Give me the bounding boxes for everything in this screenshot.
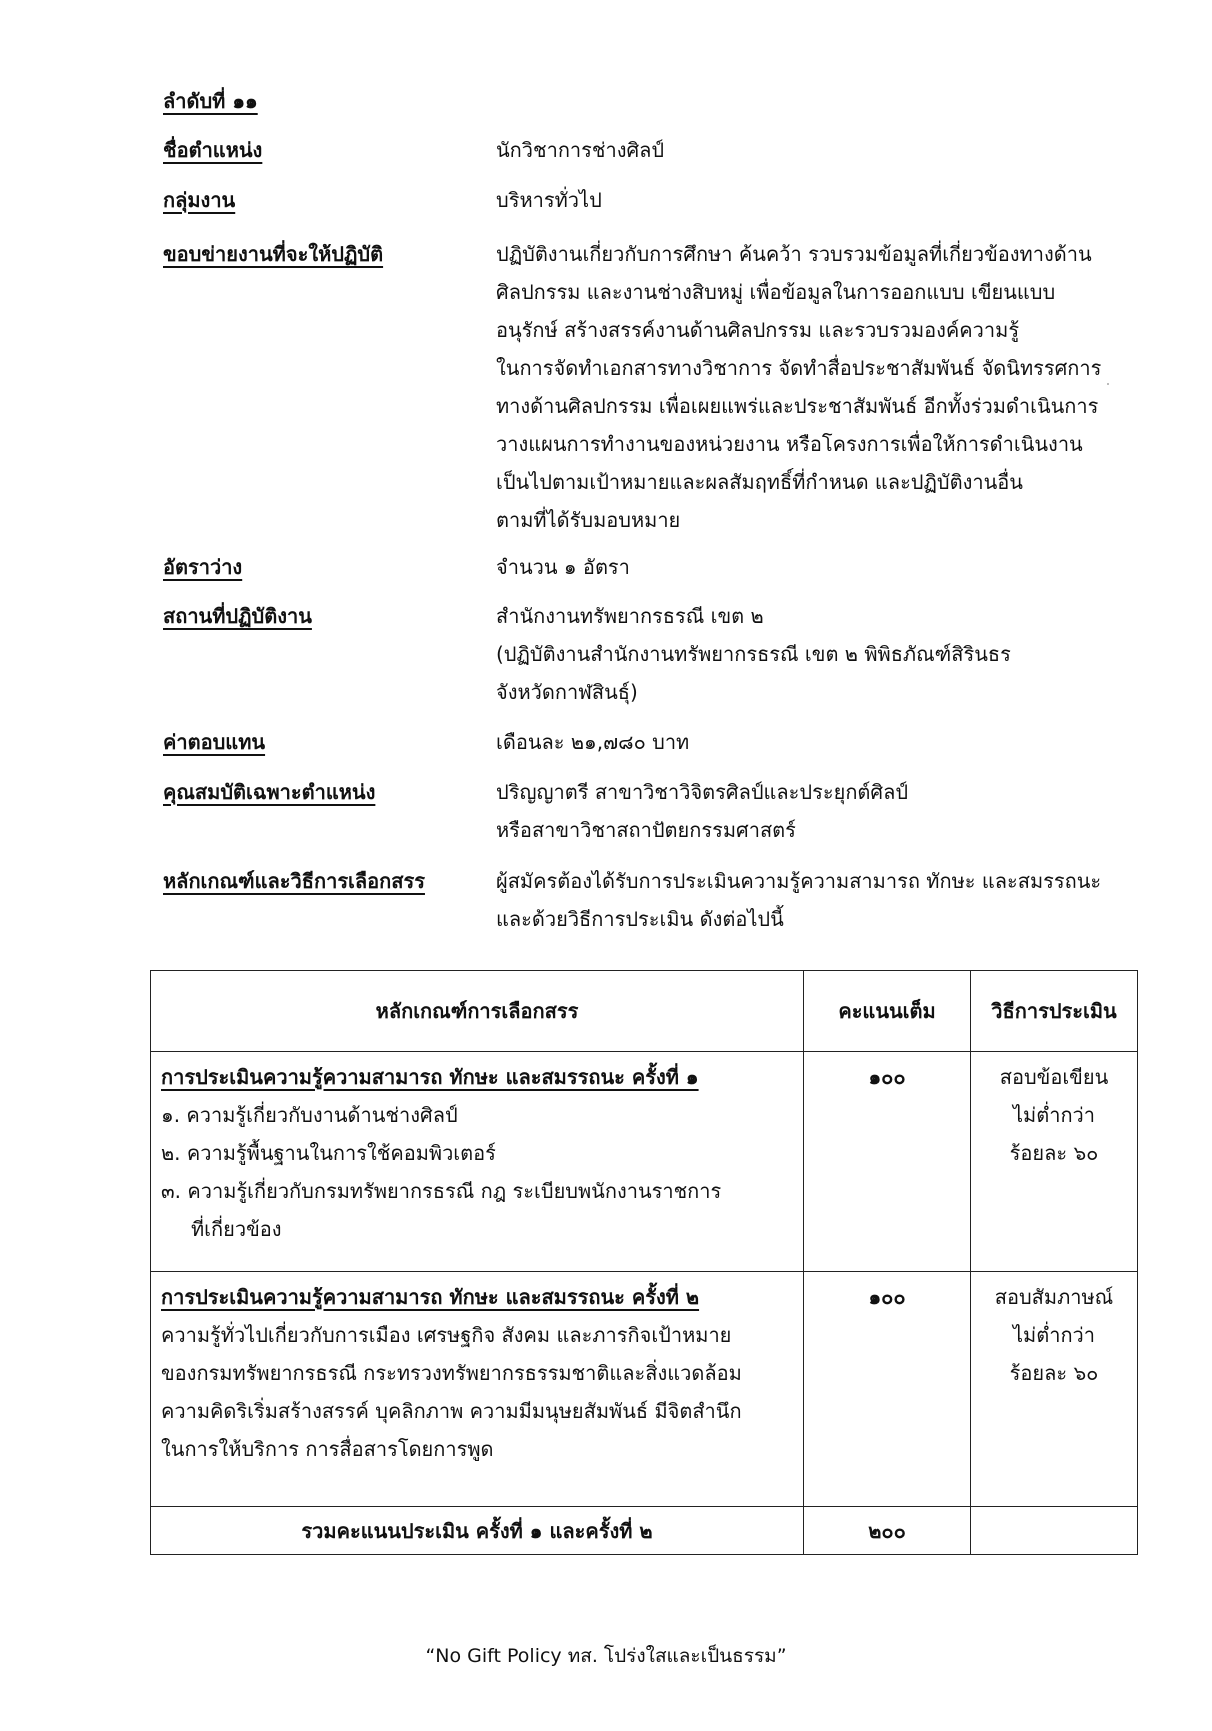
column-header: หลักเกณฑ์การเลือกสรร <box>151 971 804 1052</box>
field-label: คุณสมบัติเฉพาะตำแหน่ง <box>163 780 376 804</box>
field-vacancies <box>163 548 1103 586</box>
field-value: เดือนละ ๒๑,๗๘๐ บาท <box>496 730 690 754</box>
list-item: ๑. ความรู้เกี่ยวกับงานด้านช่างศิลป์ <box>161 1103 458 1127</box>
field-value-line: ทางด้านศิลปกรรม เพื่อเผยแพร่และประชาสัมพันธ์ อีกทั้งร่วมดำเนินการ <box>496 394 1099 418</box>
method-line: สอบสัมภาษณ์ <box>994 1285 1114 1309</box>
field-value-line: ปฏิบัติงานเกี่ยวกับการศึกษา ค้นคว้า รวบรวมข้อมูลที่เกี่ยวข้องทางด้าน <box>496 242 1092 266</box>
column-header: วิธีการประเมิน <box>971 971 1138 1052</box>
field-job-scope <box>163 235 1103 539</box>
assessment-method <box>971 1052 1138 1272</box>
field-value-line: ศิลปกรรม และงานช่างสิบหมู่ เพื่อข้อมูลในการออกแบบ เขียนแบบ <box>496 280 1056 304</box>
table-row <box>151 1272 1138 1507</box>
field-value-line: ในการจัดทำเอกสารทางวิชาการ จัดทำสื่อประชาสัมพันธ์ จัดนิทรรศการ <box>496 356 1102 380</box>
section-title: การประเมินความรู้ความสามารถ ทักษะ และสมรรถนะ ครั้งที่ ๑ <box>161 1065 699 1089</box>
total-row <box>151 1507 1138 1555</box>
table-header-row <box>151 971 1138 1052</box>
field-value-line: ปริญญาตรี สาขาวิชาวิจิตรศิลป์และประยุกต์ศิลป์ <box>496 780 909 804</box>
field-value-line: หรือสาขาวิชาสถาปัตยกรรมศาสตร์ <box>496 818 796 842</box>
field-label: ลำดับที่ ๑๑ <box>163 89 258 113</box>
criteria-cell <box>151 1052 804 1272</box>
field-label: ชื่อตำแหน่ง <box>163 138 263 162</box>
text-line: ความคิดริเริ่มสร้างสรรค์ บุคลิกภาพ ความมีมนุษยสัมพันธ์ มีจิตสำนึก <box>161 1399 742 1423</box>
field-position-name <box>163 131 1103 169</box>
method-line: สอบข้อเขียน <box>999 1065 1109 1089</box>
full-score: ๑๐๐ <box>804 1272 971 1507</box>
text-line: ความรู้ทั่วไปเกี่ยวกับการเมือง เศรษฐกิจ สังคม และภารกิจเป้าหมาย <box>161 1323 732 1347</box>
column-header: คะแนนเต็ม <box>804 971 971 1052</box>
criteria-table <box>150 970 1138 1555</box>
field-label: อัตราว่าง <box>163 555 243 579</box>
scan-speck <box>1107 383 1109 385</box>
full-score: ๑๐๐ <box>804 1052 971 1272</box>
field-label: ขอบข่ายงานที่จะให้ปฏิบัติ <box>163 242 384 266</box>
field-label: หลักเกณฑ์และวิธีการเลือกสรร <box>163 869 425 893</box>
field-value: นักวิชาการช่างศิลป์ <box>496 138 665 162</box>
field-value-line: วางแผนการทำงานของหน่วยงาน หรือโครงการเพื่อให้การดำเนินงาน <box>496 432 1083 456</box>
table-row <box>151 1052 1138 1272</box>
method-line: ร้อยละ ๖๐ <box>1009 1361 1099 1385</box>
section-title: การประเมินความรู้ความสามารถ ทักษะ และสมรรถนะ ครั้งที่ ๒ <box>161 1285 700 1309</box>
field-value-line: ผู้สมัครต้องได้รับการประเมินความรู้ความสามารถ ทักษะ และสมรรถนะ <box>496 869 1102 893</box>
assessment-method <box>971 1272 1138 1507</box>
empty-cell <box>971 1507 1138 1555</box>
total-label: รวมคะแนนประเมิน ครั้งที่ ๑ และครั้งที่ ๒ <box>151 1507 804 1555</box>
field-order <box>163 82 1103 120</box>
field-workplace <box>163 597 1103 711</box>
field-label: ค่าตอบแทน <box>163 730 266 754</box>
list-item-continuation: ที่เกี่ยวข้อง <box>191 1217 282 1241</box>
field-compensation <box>163 723 1103 761</box>
field-label: กลุ่มงาน <box>163 188 236 212</box>
text-line: ของกรมทรัพยากรธรณี กระทรวงทรัพยากรธรรมชาติและสิ่งแวดล้อม <box>161 1361 742 1385</box>
method-line: ไม่ต่ำกว่า <box>1012 1103 1096 1127</box>
field-value-line: ตามที่ได้รับมอบหมาย <box>496 508 681 532</box>
field-work-group <box>163 181 1103 219</box>
method-line: ไม่ต่ำกว่า <box>1012 1323 1096 1347</box>
field-value-line: สำนักงานทรัพยากรธรณี เขต ๒ <box>496 604 764 628</box>
field-value-line: อนุรักษ์ สร้างสรรค์งานด้านศิลปกรรม และรวบรวมองค์ความรู้ <box>496 318 1020 342</box>
field-selection-criteria <box>163 862 1103 938</box>
field-qualifications <box>163 773 1103 849</box>
field-value-line: จังหวัดกาฬสินธุ์) <box>496 680 638 704</box>
text-line: ในการให้บริการ การสื่อสารโดยการพูด <box>161 1437 494 1461</box>
field-value-line: เป็นไปตามเป้าหมายและผลสัมฤทธิ์ที่กำหนด และปฏิบัติงานอื่น <box>496 470 1023 494</box>
field-label: สถานที่ปฏิบัติงาน <box>163 604 312 628</box>
list-item: ๓. ความรู้เกี่ยวกับกรมทรัพยากรธรณี กฎ ระเบียบพนักงานราชการ <box>161 1179 722 1203</box>
footer-slogan: “No Gift Policy ทส. โปร่งใสและเป็นธรรม” <box>425 1645 787 1667</box>
method-line: ร้อยละ ๖๐ <box>1009 1141 1099 1165</box>
field-value: จำนวน ๑ อัตรา <box>496 555 630 579</box>
field-value: บริหารทั่วไป <box>496 188 602 212</box>
list-item: ๒. ความรู้พื้นฐานในการใช้คอมพิวเตอร์ <box>161 1141 496 1165</box>
criteria-cell <box>151 1272 804 1507</box>
total-score: ๒๐๐ <box>804 1507 971 1555</box>
field-value-line: (ปฏิบัติงานสำนักงานทรัพยากรธรณี เขต ๒ พิพิธภัณฑ์สิรินธร <box>496 642 1011 666</box>
field-value-line: และด้วยวิธีการประเมิน ดังต่อไปนี้ <box>496 907 784 931</box>
